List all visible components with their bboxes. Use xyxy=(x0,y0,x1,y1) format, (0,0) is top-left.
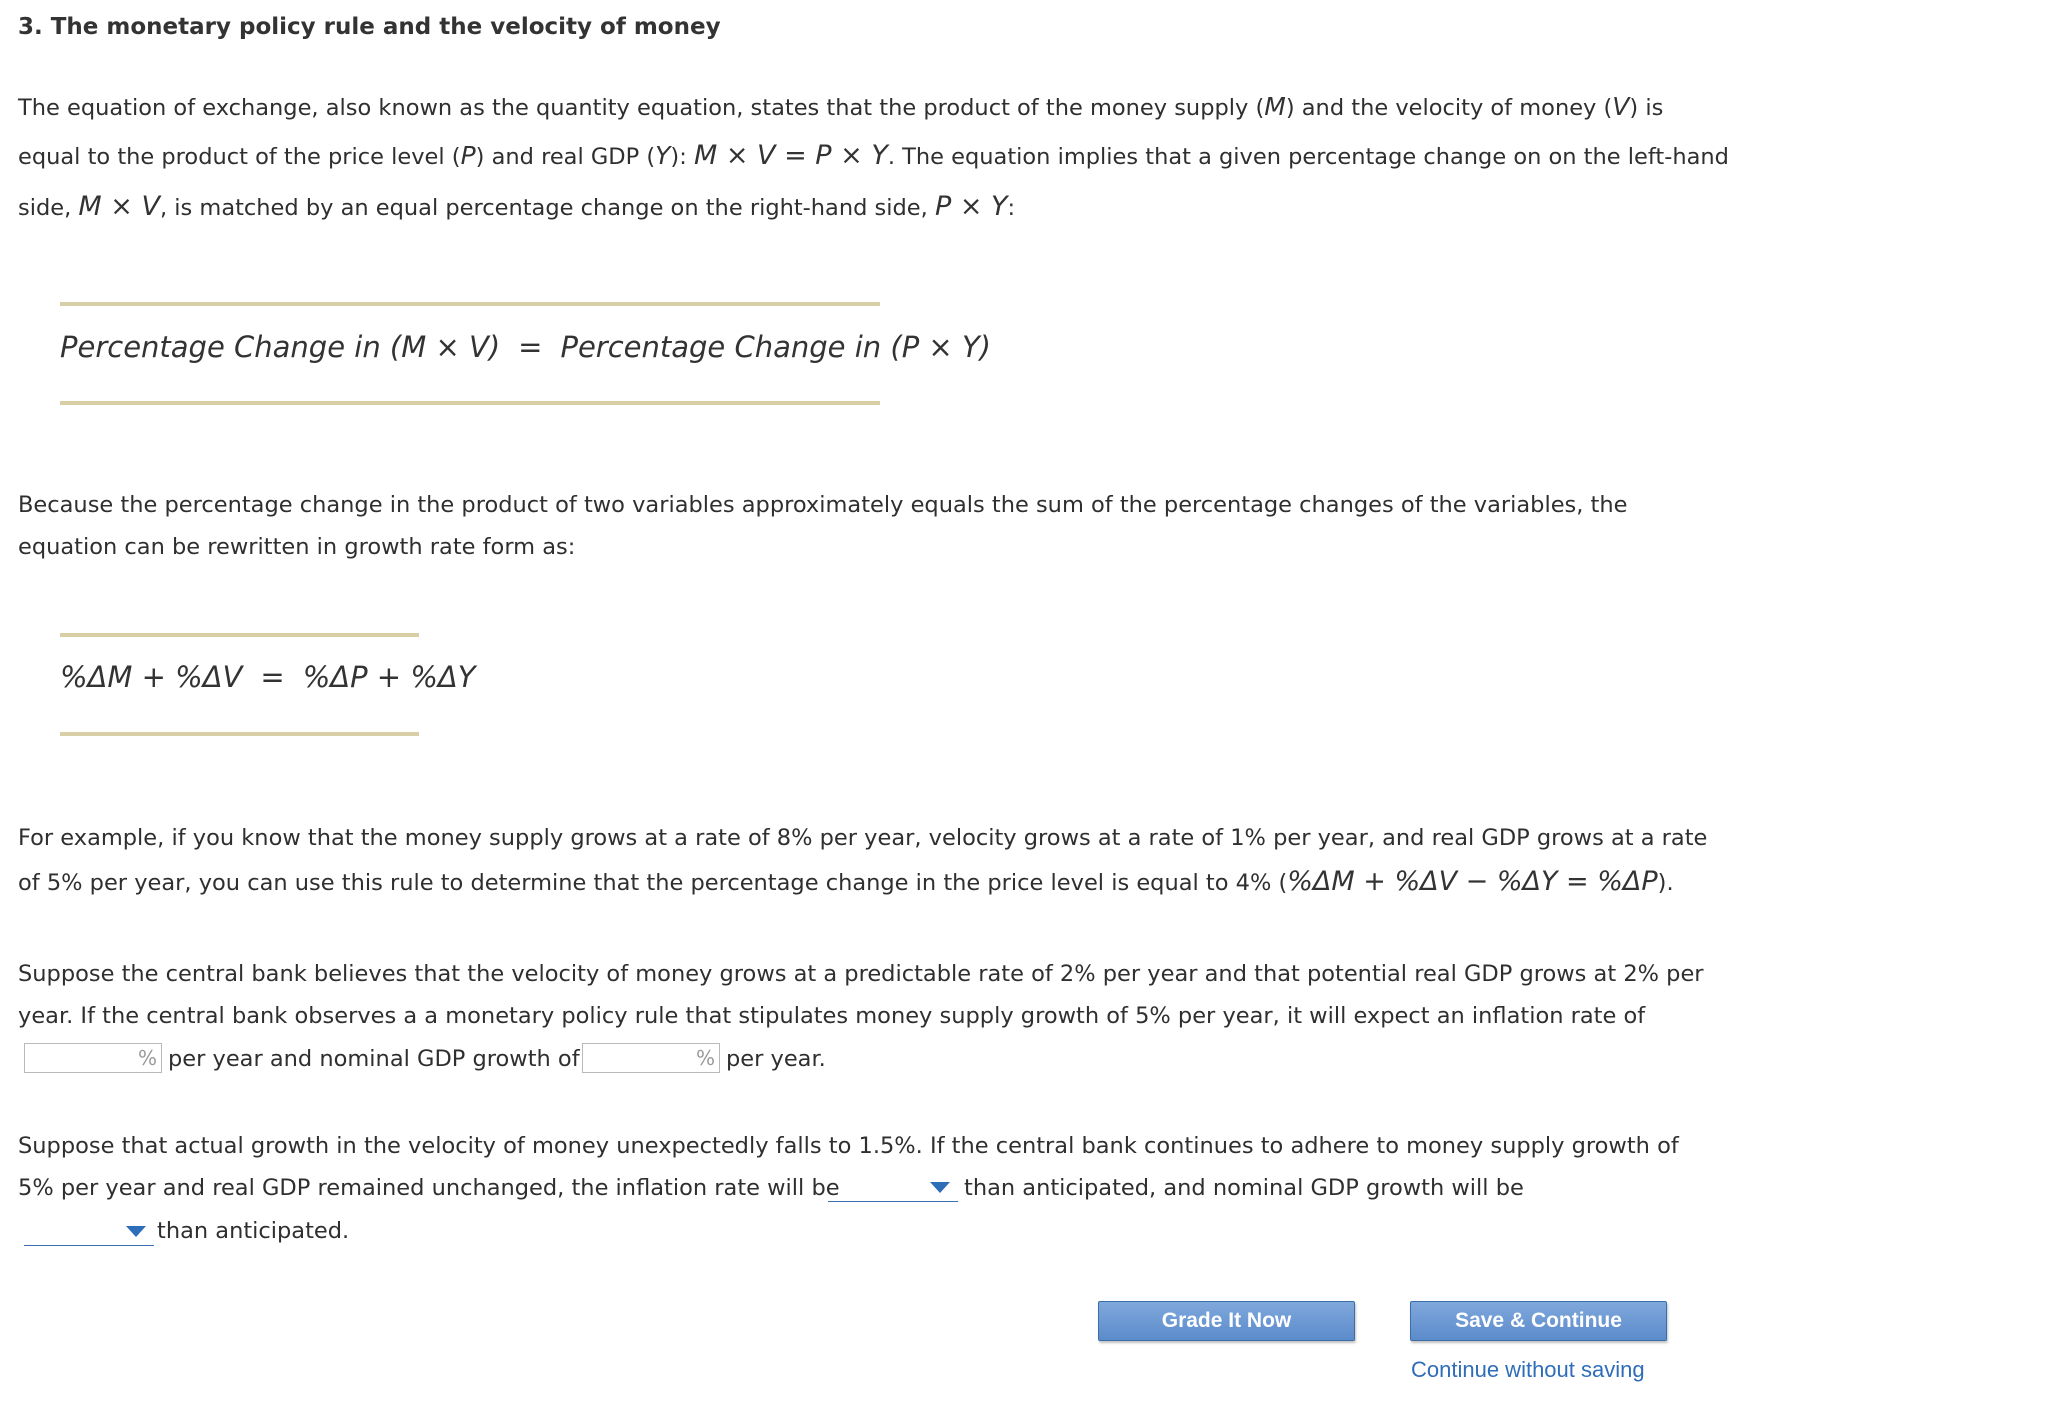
question-title: 3. The monetary policy rule and the velocity of money xyxy=(18,14,721,40)
p1-text: : xyxy=(1007,195,1016,221)
equation-1 xyxy=(60,330,991,364)
p1-line3 xyxy=(18,191,1015,222)
equation-right: %ΔP + %ΔY xyxy=(302,660,476,694)
p2-line2: equation can be rewritten in growth rate form as: xyxy=(18,534,576,560)
p5-line1: Suppose that actual growth in the velocity of money unexpectedly falls to 1.5%. If the central bank continues to adhere to money supply growth of xyxy=(18,1133,1679,1159)
equation-rule-bottom xyxy=(60,401,880,405)
p1-line1 xyxy=(18,92,1663,121)
p1-text: , is matched by an equal percentage change on the right-hand side, xyxy=(159,195,935,221)
p3-text: of 5% per year, you can use this rule to determine that the percentage change in the price level is equal to 4% ( xyxy=(18,870,1288,896)
percent-suffix: % xyxy=(695,1046,715,1070)
p1-text: ) and the velocity of money ( xyxy=(1285,95,1613,121)
p1-text: ): xyxy=(670,144,694,170)
p1-text: ) is xyxy=(1629,95,1664,121)
inflation-comparison-dropdown[interactable] xyxy=(828,1172,958,1202)
inline-equation: P × Y xyxy=(934,191,1008,222)
p4-text: per year and nominal GDP growth of xyxy=(168,1046,580,1072)
inflation-rate-input[interactable] xyxy=(24,1043,162,1073)
p1-text: side, xyxy=(18,195,79,221)
p4-line1: Suppose the central bank believes that the velocity of money grows at a predictable rate of 2% per year and that potential real GDP grows at 2% per xyxy=(18,961,1704,987)
var-M: M xyxy=(1264,92,1286,121)
inline-equation: M × V xyxy=(78,191,160,222)
p1-text: The equation of exchange, also known as the quantity equation, states that the product of the money supply ( xyxy=(18,95,1265,121)
p1-line2 xyxy=(18,140,1729,171)
chevron-down-icon xyxy=(126,1226,146,1237)
continue-without-saving-link[interactable]: Continue without saving xyxy=(1411,1357,1645,1382)
p4-text: per year. xyxy=(726,1046,826,1072)
equation-equals: = xyxy=(518,330,543,364)
nominal-gdp-growth-input[interactable] xyxy=(582,1043,720,1073)
p1-text: ) and real GDP ( xyxy=(475,144,656,170)
p1-text: equal to the product of the price level ( xyxy=(18,144,461,170)
inline-equation: M × V = P × Y xyxy=(693,140,888,171)
equation-right: Percentage Change in (P × Y) xyxy=(560,330,991,364)
p3-line2 xyxy=(18,866,1674,897)
equation-rule-top xyxy=(60,633,419,637)
var-V: V xyxy=(1612,92,1630,121)
p3-text: ). xyxy=(1657,870,1674,896)
equation-rule-top xyxy=(60,302,880,306)
equation-left: %ΔM + %ΔV xyxy=(60,660,243,694)
chevron-down-icon xyxy=(930,1182,950,1193)
equation-equals: = xyxy=(260,660,285,694)
p5-text: than anticipated, and nominal GDP growth will be xyxy=(964,1175,1524,1201)
p5-line2: 5% per year and real GDP remained unchanged, the inflation rate will be xyxy=(18,1175,840,1201)
save-and-continue-button[interactable]: Save & Continue xyxy=(1410,1301,1667,1341)
percent-suffix: % xyxy=(137,1046,157,1070)
equation-rule-bottom xyxy=(60,732,419,736)
equation-2 xyxy=(60,660,475,694)
p1-text: . The equation implies that a given percentage change on on the left-hand xyxy=(887,144,1729,170)
p2-line1: Because the percentage change in the product of two variables approximately equals the sum of the percentage changes of the variables, the xyxy=(18,492,1628,518)
equation-left: Percentage Change in (M × V) xyxy=(60,330,501,364)
var-P: P xyxy=(460,141,476,170)
nominal-gdp-comparison-dropdown[interactable] xyxy=(24,1216,154,1246)
p3-line1: For example, if you know that the money supply grows at a rate of 8% per year, velocity grows at a rate of 1% per year, and real GDP grows at a rate xyxy=(18,825,1708,851)
inline-equation: %ΔM + %ΔV − %ΔY = %ΔP xyxy=(1287,866,1658,897)
grade-it-now-button[interactable]: Grade It Now xyxy=(1098,1301,1355,1341)
p5-text: than anticipated. xyxy=(157,1218,350,1244)
var-Y: Y xyxy=(655,141,671,170)
p4-line2: year. If the central bank observes a a monetary policy rule that stipulates money supply growth of 5% per year, it will expect an inflation rate of xyxy=(18,1003,1646,1029)
